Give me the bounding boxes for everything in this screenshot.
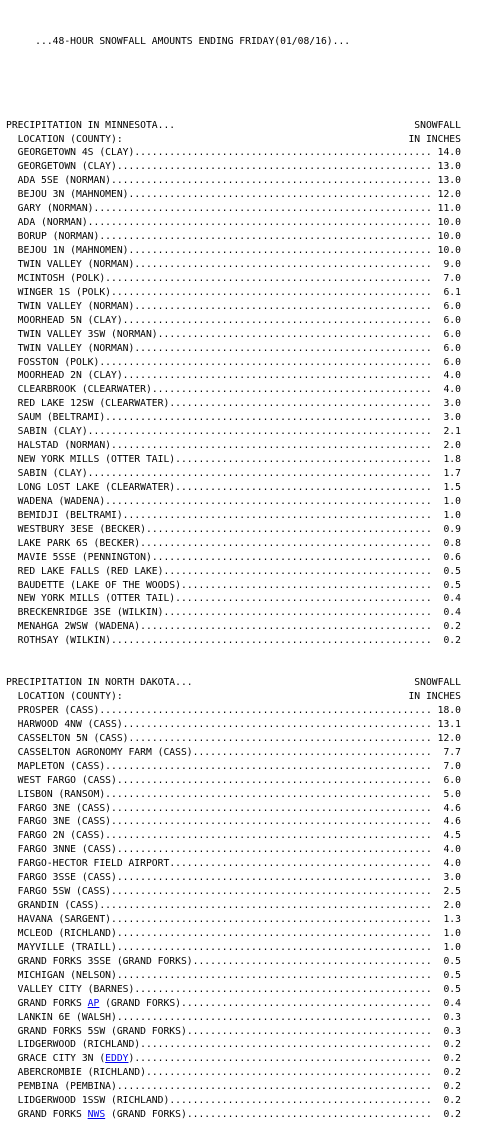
snowfall-value: 0.5 <box>437 983 461 995</box>
snowfall-value: 6.1 <box>437 286 461 298</box>
snowfall-value: 11.0 <box>437 203 461 215</box>
table-row <box>6 509 483 523</box>
location-name: GRAND FORKS 5SW (GRAND FORKS) <box>6 1025 187 1037</box>
table-row <box>6 300 483 314</box>
location-name: LISBON (RANSOM) <box>6 788 106 800</box>
table-row <box>6 258 483 272</box>
table-row <box>6 286 483 300</box>
table-row <box>6 230 483 244</box>
table-row <box>6 244 483 258</box>
dot-leader: ................................................... <box>134 983 432 995</box>
dot-leader: ......................................................... <box>99 900 432 912</box>
snowfall-value: 0.6 <box>437 551 461 563</box>
snowfall-value: 5.0 <box>437 788 461 800</box>
table-row <box>6 732 483 746</box>
dot-leader: ........................................................ <box>105 760 432 772</box>
table-row <box>6 760 483 774</box>
location-county: (GRAND FORKS) <box>99 997 181 1009</box>
location-link[interactable]: EDDY <box>105 1053 129 1065</box>
table-row <box>6 746 483 760</box>
table-row <box>6 383 483 397</box>
location-name: GRACE CITY 3N ( <box>6 1053 106 1065</box>
snowfall-value: 13.0 <box>437 175 461 187</box>
location-link[interactable]: AP <box>87 997 100 1009</box>
dot-leader: ...................................................... <box>116 969 432 981</box>
snowfall-value: 0.2 <box>437 1095 461 1107</box>
snowfall-value: 0.2 <box>437 635 461 647</box>
dot-leader: .............................................. <box>163 607 432 619</box>
location-name: CASSELTON 5N (CASS) <box>6 732 129 744</box>
dot-leader: ................................................... <box>134 147 432 159</box>
table-row <box>6 565 483 579</box>
table-row <box>6 481 483 495</box>
location-name: TWIN VALLEY 3SW (NORMAN) <box>6 328 158 340</box>
snowfall-value: 10.0 <box>437 245 461 257</box>
dot-leader: ........................................................... <box>87 468 432 480</box>
location-name: BEJOU 3N (MAHNOMEN) <box>6 189 129 201</box>
table-row <box>6 174 483 188</box>
snowfall-value: 1.8 <box>437 454 461 466</box>
blank-line <box>6 77 483 91</box>
location-column-label: LOCATION (COUNTY): <box>6 691 123 703</box>
location-name: GEORGETOWN (CLAY) <box>6 161 117 173</box>
table-row <box>6 802 483 816</box>
dot-leader: .................................................. <box>140 537 432 549</box>
location-name: RED LAKE 12SW (CLEARWATER) <box>6 398 170 410</box>
dot-leader: ...................................................... <box>116 927 432 939</box>
location-county: ) <box>128 1053 135 1065</box>
section-title-line <box>6 676 483 690</box>
snowfall-value: 0.2 <box>437 1109 461 1121</box>
snowfall-value: 0.9 <box>437 523 461 535</box>
table-row <box>6 1011 483 1025</box>
snowfall-value: 2.5 <box>437 886 461 898</box>
location-name: LANKIN 6E (WALSH) <box>6 1011 117 1023</box>
table-row <box>6 439 483 453</box>
snowfall-value: 0.2 <box>437 1053 461 1065</box>
dot-leader: ................................................ <box>151 384 432 396</box>
snowfall-value: 6.0 <box>437 300 461 312</box>
location-name: WADENA (WADENA) <box>6 495 106 507</box>
location-name: ADA (NORMAN) <box>6 217 88 229</box>
units-column-label: IN INCHES <box>408 133 461 145</box>
snowfall-value: 1.0 <box>437 927 461 939</box>
location-name: CLEARBROOK (CLEARWATER) <box>6 384 152 396</box>
table-row <box>6 815 483 829</box>
snowfall-value: 0.2 <box>437 1067 461 1079</box>
snowfall-value: 6.0 <box>437 356 461 368</box>
snowfall-value: 6.0 <box>437 342 461 354</box>
snowfall-column-header: SNOWFALL <box>414 677 461 689</box>
location-link[interactable]: NWS <box>87 1109 106 1121</box>
snowfall-value: 6.0 <box>437 328 461 340</box>
table-row <box>6 871 483 885</box>
location-name: FARGO-HECTOR FIELD AIRPORT <box>6 858 170 870</box>
blank-line <box>6 662 483 676</box>
table-row <box>6 146 483 160</box>
snowfall-value: 0.3 <box>437 1025 461 1037</box>
location-name: MENAHGA 2WSW (WADENA) <box>6 621 141 633</box>
dot-leader: ........................................... <box>180 579 432 591</box>
table-row <box>6 328 483 342</box>
location-name: MOORHEAD 5N (CLAY) <box>6 314 123 326</box>
snowfall-value: 6.0 <box>437 774 461 786</box>
dot-leader: ............................................... <box>157 328 432 340</box>
location-name: FARGO 3NE (CASS) <box>6 816 111 828</box>
table-row <box>6 983 483 997</box>
dot-leader: ..................................................... <box>122 370 432 382</box>
location-name: PROSPER (CASS) <box>6 704 100 716</box>
location-name: MCINTOSH (POLK) <box>6 272 106 284</box>
location-name: BEJOU 1N (MAHNOMEN) <box>6 245 129 257</box>
location-name: TWIN VALLEY (NORMAN) <box>6 258 135 270</box>
snowfall-value: 0.3 <box>437 1011 461 1023</box>
report-sections <box>6 119 483 1123</box>
snowfall-value: 1.0 <box>437 941 461 953</box>
dot-leader: .................................................... <box>128 245 432 257</box>
location-name: SABIN (CLAY) <box>6 468 88 480</box>
snowfall-value: 4.5 <box>437 830 461 842</box>
snowfall-value: 9.0 <box>437 258 461 270</box>
dot-leader: .............................................. <box>163 565 432 577</box>
dot-leader: .................................................... <box>128 189 432 201</box>
section-title: PRECIPITATION IN NORTH DAKOTA... <box>6 677 193 689</box>
snowfall-value: 10.0 <box>437 217 461 229</box>
table-row <box>6 1094 483 1108</box>
snowfall-value: 7.0 <box>437 272 461 284</box>
location-name: WEST FARGO (CASS) <box>6 774 117 786</box>
location-name: MAVIE 5SSE (PENNINGTON) <box>6 551 152 563</box>
dot-leader: ......................................................... <box>99 704 432 716</box>
dot-leader: ....................................................... <box>110 816 432 828</box>
table-row <box>6 314 483 328</box>
snowfall-value: 0.2 <box>437 1081 461 1093</box>
table-row <box>6 160 483 174</box>
snowfall-value: 0.5 <box>437 579 461 591</box>
snowfall-value: 18.0 <box>437 704 461 716</box>
location-name: LIDGERWOOD (RICHLAND) <box>6 1039 141 1051</box>
snowfall-value: 12.0 <box>437 189 461 201</box>
snowfall-value: 12.0 <box>437 732 461 744</box>
dot-leader: ........................................................ <box>105 412 432 424</box>
location-name: HARWOOD 4NW (CASS) <box>6 718 123 730</box>
location-name: GRAND FORKS 3SSE (GRAND FORKS) <box>6 955 193 967</box>
dot-leader: ............................................. <box>169 1095 432 1107</box>
snowfall-value: 0.4 <box>437 607 461 619</box>
location-name: GRAND FORKS <box>6 1109 88 1121</box>
location-name: FARGO 3NE (CASS) <box>6 802 111 814</box>
table-row <box>6 634 483 648</box>
dot-leader: ...................................................... <box>116 1081 432 1093</box>
location-name: MICHIGAN (NELSON) <box>6 969 117 981</box>
location-name: PEMBINA (PEMBINA) <box>6 1081 117 1093</box>
dot-leader: ................................................... <box>134 342 432 354</box>
location-name: FARGO 2N (CASS) <box>6 830 106 842</box>
dot-leader: ................................................. <box>145 1067 432 1079</box>
report-header: ...48-HOUR SNOWFALL AMOUNTS ENDING FRIDAY(01/08/16)... <box>6 35 351 47</box>
location-name: RED LAKE FALLS (RED LAKE) <box>6 565 164 577</box>
table-row <box>6 356 483 370</box>
dot-leader: ....................................................... <box>110 635 432 647</box>
snowfall-value: 4.6 <box>437 802 461 814</box>
location-name: WINGER 1S (POLK) <box>6 286 111 298</box>
table-row <box>6 1108 483 1122</box>
table-row <box>6 551 483 565</box>
table-row <box>6 843 483 857</box>
snowfall-value: 2.1 <box>437 426 461 438</box>
dot-leader: ............................................ <box>175 593 432 605</box>
snowfall-value: 14.0 <box>437 147 461 159</box>
location-name: NEW YORK MILLS (OTTER TAIL) <box>6 593 176 605</box>
snowfall-value: 4.0 <box>437 370 461 382</box>
snowfall-value: 1.0 <box>437 509 461 521</box>
snowfall-value: 0.5 <box>437 969 461 981</box>
location-name: VALLEY CITY (BARNES) <box>6 983 135 995</box>
dot-leader: ................................................... <box>134 258 432 270</box>
dot-leader: ............................................ <box>175 481 432 493</box>
location-name: FOSSTON (POLK) <box>6 356 100 368</box>
dot-leader: .................................................. <box>140 1039 432 1051</box>
location-name: WESTBURY 3ESE (BECKER) <box>6 523 146 535</box>
location-name: BRECKENRIDGE 3SE (WILKIN) <box>6 607 164 619</box>
snowfall-value: 4.0 <box>437 844 461 856</box>
location-name: ROTHSAY (WILKIN) <box>6 635 111 647</box>
dot-leader: ....................................................... <box>110 886 432 898</box>
dot-leader: .................................................. <box>140 621 432 633</box>
dot-leader: ..................................................... <box>122 718 432 730</box>
location-name: BAUDETTE (LAKE OF THE WOODS) <box>6 579 181 591</box>
table-row <box>6 592 483 606</box>
table-row <box>6 620 483 634</box>
location-name: FARGO 3SSE (CASS) <box>6 872 117 884</box>
dot-leader: ...................................................... <box>116 844 432 856</box>
table-row <box>6 1066 483 1080</box>
snowfall-value: 1.0 <box>437 495 461 507</box>
table-row <box>6 272 483 286</box>
dot-leader: ........................................................ <box>105 788 432 800</box>
snowfall-value: 0.5 <box>437 565 461 577</box>
location-name: HAVANA (SARGENT) <box>6 914 111 926</box>
location-name: MOORHEAD 2N (CLAY) <box>6 370 123 382</box>
dot-leader: ...................................................... <box>116 941 432 953</box>
snowfall-value: 0.2 <box>437 621 461 633</box>
table-row <box>6 955 483 969</box>
snowfall-value: 0.8 <box>437 537 461 549</box>
table-row <box>6 829 483 843</box>
snowfall-value: 0.5 <box>437 955 461 967</box>
location-county: (GRAND FORKS) <box>105 1109 187 1121</box>
table-row <box>6 774 483 788</box>
table-row <box>6 941 483 955</box>
dot-leader: ........................................................ <box>105 830 432 842</box>
table-row <box>6 495 483 509</box>
table-row <box>6 453 483 467</box>
snowfall-value: 10.0 <box>437 231 461 243</box>
dot-leader: ....................................................... <box>110 914 432 926</box>
dot-leader: ...................................................... <box>116 161 432 173</box>
dot-leader: ......................................................... <box>99 231 432 243</box>
snowfall-value: 1.5 <box>437 481 461 493</box>
dot-leader: ..................................................... <box>122 509 432 521</box>
dot-leader: .......................................... <box>186 1025 432 1037</box>
table-row <box>6 788 483 802</box>
location-name: GRANDIN (CASS) <box>6 900 100 912</box>
location-name: SABIN (CLAY) <box>6 426 88 438</box>
snowfall-value: 7.0 <box>437 760 461 772</box>
table-row <box>6 704 483 718</box>
table-row <box>6 899 483 913</box>
section-title: PRECIPITATION IN MINNESOTA... <box>6 119 176 131</box>
dot-leader: .......................................... <box>186 1109 432 1121</box>
dot-leader: ...................................................... <box>116 774 432 786</box>
table-row <box>6 1080 483 1094</box>
location-name: MAPLETON (CASS) <box>6 760 106 772</box>
location-name: GARY (NORMAN) <box>6 203 94 215</box>
table-row <box>6 885 483 899</box>
table-row <box>6 969 483 983</box>
table-row <box>6 411 483 425</box>
table-row <box>6 188 483 202</box>
snowfall-value: 13.0 <box>437 161 461 173</box>
snowfall-value: 3.0 <box>437 398 461 410</box>
snowfall-value: 0.4 <box>437 997 461 1009</box>
table-row <box>6 425 483 439</box>
location-column-label: LOCATION (COUNTY): <box>6 133 123 145</box>
column-labels-line <box>6 133 483 147</box>
location-name: GEORGETOWN 4S (CLAY) <box>6 147 135 159</box>
dot-leader: ........................................... <box>180 997 432 1009</box>
table-row <box>6 537 483 551</box>
location-name: GRAND FORKS <box>6 997 88 1009</box>
section-title-line <box>6 119 483 133</box>
dot-leader: ................................................. <box>145 523 432 535</box>
snowfall-value: 4.0 <box>437 858 461 870</box>
dot-leader: ...................................................... <box>116 1011 432 1023</box>
dot-leader: ................................................... <box>134 1053 432 1065</box>
table-row <box>6 1052 483 1066</box>
units-column-label: IN INCHES <box>408 691 461 703</box>
blank-line <box>6 648 483 662</box>
dot-leader: .................................................... <box>128 732 432 744</box>
dot-leader: ............................................. <box>169 398 432 410</box>
table-row <box>6 718 483 732</box>
location-name: CASSELTON AGRONOMY FARM (CASS) <box>6 746 193 758</box>
dot-leader: ...................................................... <box>116 872 432 884</box>
snowfall-column-header: SNOWFALL <box>414 119 461 131</box>
location-name: LONG LOST LAKE (CLEARWATER) <box>6 481 176 493</box>
location-name: LAKE PARK 6S (BECKER) <box>6 537 141 549</box>
snowfall-value: 6.0 <box>437 314 461 326</box>
table-row <box>6 1025 483 1039</box>
snowfall-value: 4.6 <box>437 816 461 828</box>
location-name: NEW YORK MILLS (OTTER TAIL) <box>6 454 176 466</box>
dot-leader: ................................................... <box>134 300 432 312</box>
snowfall-value: 13.1 <box>437 718 461 730</box>
dot-leader: ........................................................... <box>87 217 432 229</box>
location-name: TWIN VALLEY (NORMAN) <box>6 342 135 354</box>
table-row <box>6 927 483 941</box>
table-row <box>6 997 483 1011</box>
snowfall-value: 0.4 <box>437 593 461 605</box>
table-row <box>6 857 483 871</box>
dot-leader: ......................................... <box>192 746 432 758</box>
location-name: MCLEOD (RICHLAND) <box>6 927 117 939</box>
table-row <box>6 216 483 230</box>
dot-leader: ......................................... <box>192 955 432 967</box>
table-row <box>6 467 483 481</box>
snowfall-value: 3.0 <box>437 872 461 884</box>
snowfall-value: 3.0 <box>437 412 461 424</box>
location-name: HALSTAD (NORMAN) <box>6 440 111 452</box>
location-name: FARGO 3NNE (CASS) <box>6 844 117 856</box>
dot-leader: ........................................................ <box>105 272 432 284</box>
location-name: FARGO 5SW (CASS) <box>6 886 111 898</box>
location-name: ABERCROMBIE (RICHLAND) <box>6 1067 146 1079</box>
snowfall-value: 4.0 <box>437 384 461 396</box>
location-name: BEMIDJI (BELTRAMI) <box>6 509 123 521</box>
snowfall-value: 1.3 <box>437 914 461 926</box>
dot-leader: ........................................................ <box>105 495 432 507</box>
dot-leader: ....................................................... <box>110 802 432 814</box>
dot-leader: ........................................................... <box>87 426 432 438</box>
dot-leader: ............................................. <box>169 858 432 870</box>
dot-leader: ....................................................... <box>110 440 432 452</box>
table-row <box>6 913 483 927</box>
table-row <box>6 579 483 593</box>
table-row <box>6 397 483 411</box>
table-row <box>6 1038 483 1052</box>
location-name: LIDGERWOOD 1SSW (RICHLAND) <box>6 1095 170 1107</box>
snowfall-value: 2.0 <box>437 440 461 452</box>
snowfall-value: 0.2 <box>437 1039 461 1051</box>
dot-leader: ....................................................... <box>110 175 432 187</box>
location-name: MAYVILLE (TRAILL) <box>6 941 117 953</box>
dot-leader: ..................................................... <box>122 314 432 326</box>
location-name: ADA 5SE (NORMAN) <box>6 175 111 187</box>
table-row <box>6 369 483 383</box>
snowfall-value: 2.0 <box>437 900 461 912</box>
dot-leader: ....................................................... <box>110 286 432 298</box>
dot-leader: ................................................ <box>151 551 432 563</box>
location-name: SAUM (BELTRAMI) <box>6 412 106 424</box>
location-name: BORUP (NORMAN) <box>6 231 100 243</box>
dot-leader: ......................................................... <box>99 356 432 368</box>
table-row <box>6 523 483 537</box>
table-row <box>6 202 483 216</box>
location-name: TWIN VALLEY (NORMAN) <box>6 300 135 312</box>
dot-leader: ............................................ <box>175 454 432 466</box>
table-row <box>6 342 483 356</box>
column-labels-line <box>6 690 483 704</box>
dot-leader: .......................................................... <box>93 203 432 215</box>
snowfall-value: 7.7 <box>437 746 461 758</box>
snowfall-value: 1.7 <box>437 468 461 480</box>
table-row <box>6 606 483 620</box>
